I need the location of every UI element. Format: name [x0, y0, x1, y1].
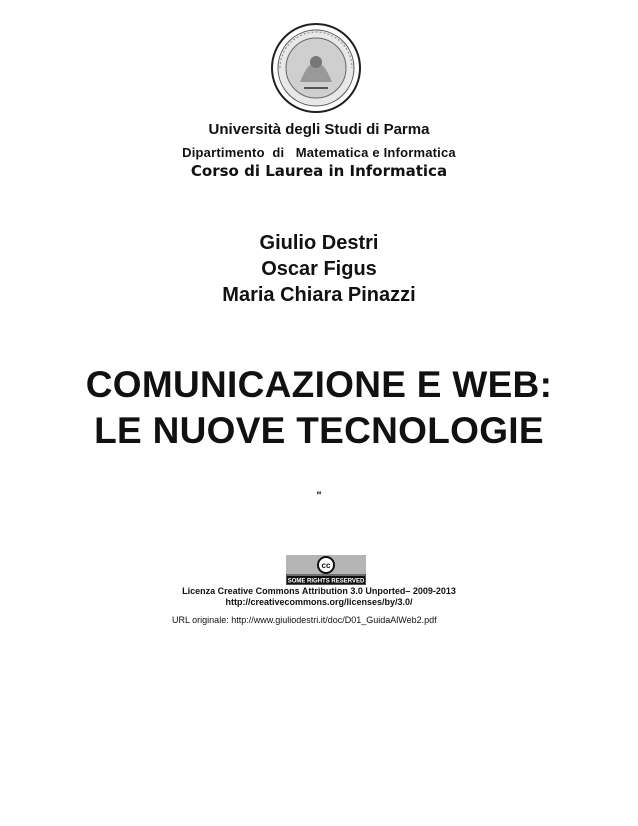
university-seal-icon: [270, 22, 362, 114]
author-name: Oscar Figus: [261, 258, 377, 280]
document-title-line-1: COMUNICAZIONE E WEB:: [85, 364, 553, 405]
document-title-line-2: LE NUOVE TECNOLOGIE: [94, 410, 544, 451]
author-name: Maria Chiara Pinazzi: [222, 284, 416, 306]
cc-license-badge: [286, 555, 366, 585]
quote-mark: ": [316, 490, 322, 502]
university-name: Università degli Studi di Parma: [208, 121, 430, 138]
license-text: Licenza Creative Commons Attribution 3.0 Unported– 2009-2013: [182, 586, 456, 596]
author-name: Giulio Destri: [259, 232, 379, 254]
cc-badge-text: SOME RIGHTS RESERVED: [287, 578, 365, 585]
license-link[interactable]: http://creativecommons.org/licenses/by/3.0/: [225, 597, 413, 607]
department-name: Dipartimento di Matematica e Informatica: [182, 145, 456, 160]
cc-icon: [318, 557, 334, 573]
original-url[interactable]: URL originale: http://www.giuliodestri.it/doc/D01_GuidaAlWeb2.pdf: [172, 615, 437, 625]
course-name: Corso di Laurea in Informatica: [190, 162, 448, 180]
svg-text:cc: cc: [321, 561, 331, 570]
